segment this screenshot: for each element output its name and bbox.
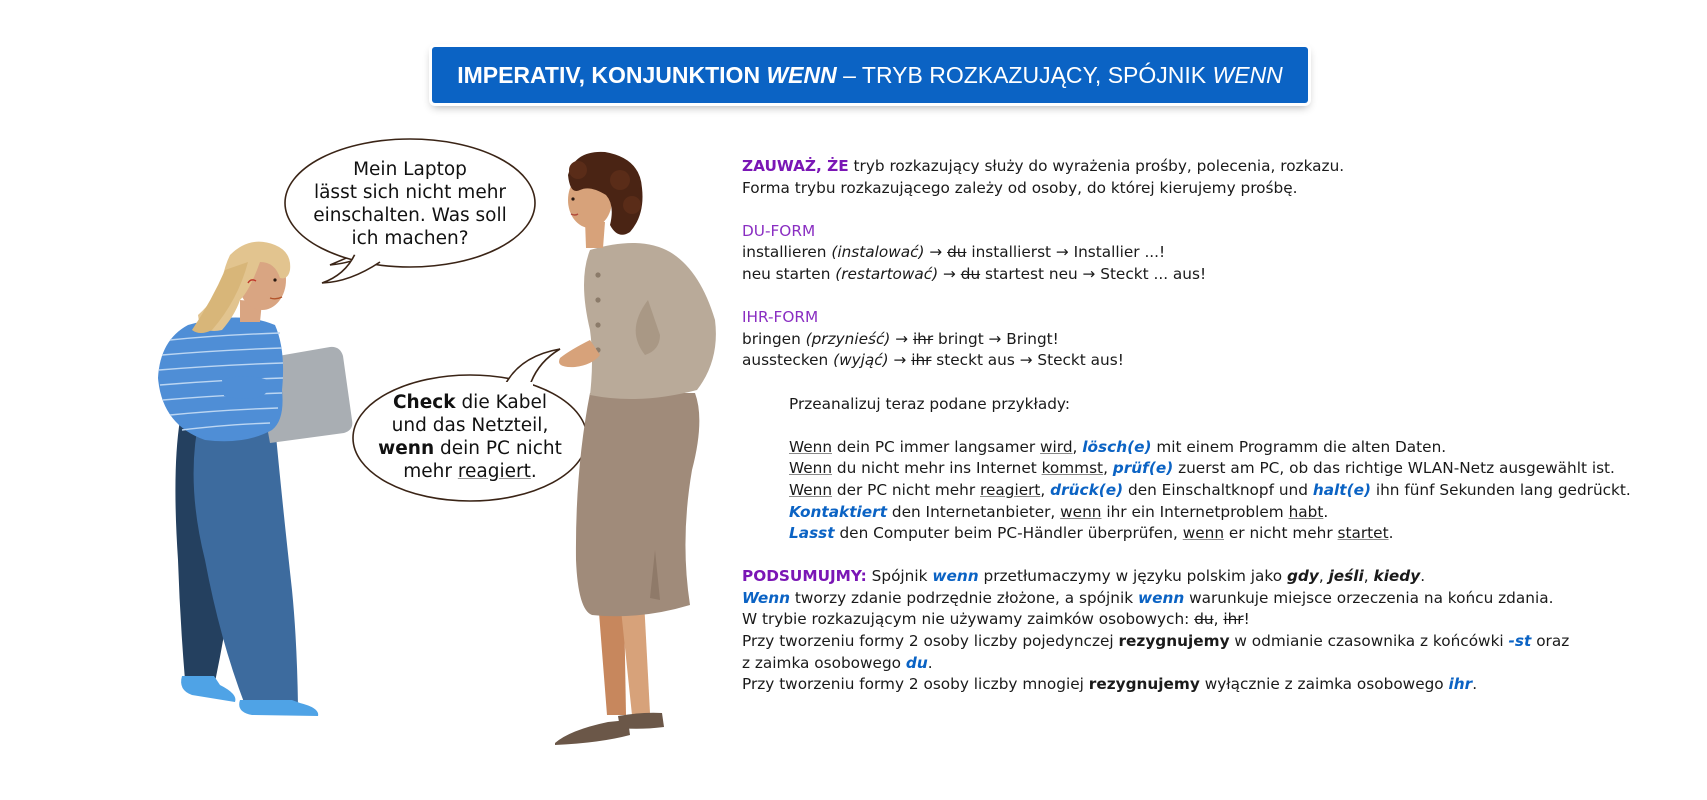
illustration: [140, 130, 740, 760]
girl-speech-text: [285, 158, 535, 250]
result: → Steckt aus!: [1014, 351, 1124, 370]
text: ,: [1103, 459, 1113, 478]
verb: ausstecken: [742, 351, 834, 370]
conj: wenn: [1060, 502, 1102, 521]
notice-line: [742, 156, 1682, 178]
notice-line: Forma trybu rozkazującego zależy od osoby, do której kierujemy prośbę.: [742, 178, 1298, 197]
summary-line: [742, 588, 1682, 610]
keyword: Wenn: [742, 588, 791, 607]
verb: startet: [1337, 524, 1389, 543]
title-part1: IMPERATIV, KONJUNKTION: [457, 61, 767, 88]
woman-speech-part: die Kabel: [455, 392, 547, 413]
translation: (wyjąć): [833, 351, 889, 370]
woman-speech-part: dein PC nicht: [434, 438, 562, 459]
du-form-row: [742, 264, 1682, 286]
keyword: jeśli: [1328, 567, 1364, 586]
ihr-form-row: [742, 329, 1682, 351]
arrow: →: [890, 329, 913, 348]
keyword: du: [905, 653, 928, 672]
imperative: halt(e): [1312, 480, 1371, 499]
summary-label: PODSUMUJMY:: [742, 567, 867, 586]
girl-speech-line: ich machen?: [351, 228, 469, 249]
text: den Einschaltknopf und: [1123, 480, 1313, 499]
translation: (instalować): [831, 243, 925, 262]
text: dein PC immer langsamer: [832, 437, 1041, 456]
text: warunkuje miejsce orzeczenia na końcu zdania.: [1184, 588, 1554, 607]
imperative: prüf(e): [1112, 459, 1174, 478]
keyword: rezygnujemy: [1118, 632, 1230, 651]
text: oraz: [1531, 632, 1570, 651]
text: z zaimka osobowego: [742, 653, 906, 672]
struck-pronoun: du: [1194, 610, 1214, 629]
text: ihr ein Internetproblem: [1101, 502, 1289, 521]
translation: (restartować): [835, 264, 939, 283]
text: .: [1420, 567, 1426, 586]
verb: installieren: [742, 243, 832, 262]
keyword: wenn: [1137, 588, 1185, 607]
imperative: lösch(e): [1082, 437, 1152, 456]
imperative: Lasst: [789, 524, 835, 543]
text: w odmianie czasownika z końcówki: [1229, 632, 1509, 651]
text: der PC nicht mehr: [832, 480, 981, 499]
keyword: kiedy: [1373, 567, 1421, 586]
text: den Computer beim PC-Händler überprüfen,: [834, 524, 1183, 543]
keyword: rezygnujemy: [1088, 675, 1200, 694]
girl-speech-line: Mein Laptop: [353, 159, 467, 180]
text: przetłumaczymy w języku polskim jako: [978, 567, 1287, 586]
woman-speech-underlined: reagiert: [457, 461, 531, 482]
text: den Internetanbieter,: [887, 502, 1061, 521]
woman-speech-part: .: [530, 461, 537, 482]
woman-speech-line: [350, 460, 590, 483]
struck-pronoun: du: [947, 243, 967, 262]
conjugated: steckt aus: [931, 351, 1015, 370]
text: Przy tworzeniu formy 2 osoby liczby mnogiej: [742, 675, 1089, 694]
woman-speech-bold: Check: [392, 392, 456, 413]
grammar-explanation: [742, 156, 1682, 696]
text: zuerst am PC, ob das richtige WLAN-Netz ausgewählt ist.: [1173, 459, 1615, 478]
text: ,: [1040, 480, 1051, 499]
verb: reagiert: [980, 480, 1041, 499]
analyze-prompt: Przeanalizuj teraz podane przykłady:: [789, 394, 1071, 413]
text: Przy tworzeniu formy 2 osoby liczby pojedynczej: [742, 632, 1119, 651]
example-sentence: [742, 480, 1682, 502]
verb: bringen: [742, 329, 806, 348]
conj: Wenn: [789, 480, 833, 499]
title-part3: – TRYB ROZKAZUJĄCY, SPÓJNIK: [836, 61, 1213, 88]
conjugated: installierst: [966, 243, 1052, 262]
text: ,: [1213, 610, 1224, 629]
woman-speech-text: [350, 391, 590, 483]
ihr-form-heading: IHR-FORM: [742, 308, 819, 327]
struck-pronoun: ihr: [912, 329, 934, 348]
example-sentence: [742, 502, 1682, 524]
text: ,: [1072, 437, 1083, 456]
translation: (przynieść): [805, 329, 891, 348]
page-title: [432, 47, 1308, 103]
summary-line: [742, 653, 1682, 675]
text: ,: [1363, 567, 1374, 586]
struck-pronoun: ihr: [911, 351, 932, 370]
text: .: [1472, 675, 1478, 694]
woman-speech-line: [350, 437, 590, 460]
conj: wenn: [1182, 524, 1225, 543]
keyword: gdy: [1286, 567, 1319, 586]
example-sentence: [742, 458, 1682, 480]
text: W trybie rozkazującym nie używamy zaimków osobowych:: [742, 610, 1195, 629]
text: !: [1243, 610, 1250, 629]
keyword: -st: [1508, 632, 1532, 651]
text: Spójnik: [866, 567, 933, 586]
verb: neu starten: [742, 264, 836, 283]
title-part4: WENN: [1212, 61, 1283, 88]
notice-text: tryb rozkazujący służy do wyrażenia prośby, polecenia, rozkazu.: [848, 157, 1345, 175]
conj: Wenn: [789, 459, 833, 478]
text: tworzy zdanie podrzędnie złożone, a spójnik: [790, 588, 1138, 607]
result: → Steckt ... aus!: [1077, 264, 1207, 283]
woman-speech-line: [350, 391, 590, 414]
example-sentence: [742, 523, 1682, 545]
girl-speech-line: einschalten. Was soll: [313, 205, 507, 226]
text: .: [1323, 502, 1329, 521]
girl-speech-line: lässt sich nicht mehr: [313, 182, 507, 203]
girl-character-icon: [158, 242, 352, 716]
summary-line: [742, 674, 1682, 696]
arrow: →: [888, 351, 912, 370]
notice-label: ZAUWAŻ, ŻE: [742, 157, 849, 175]
text: .: [927, 653, 933, 672]
verb: wird: [1040, 437, 1073, 456]
verb: kommst: [1041, 459, 1104, 478]
summary-line: [742, 631, 1682, 653]
summary-line: [742, 566, 1682, 588]
result: → Installier ...!: [1051, 243, 1166, 262]
ihr-form-row: [742, 350, 1682, 372]
keyword: ihr: [1448, 675, 1473, 694]
text: du nicht mehr ins Internet: [832, 459, 1042, 478]
summary-line: [742, 609, 1682, 631]
result: → Bringt!: [983, 329, 1059, 348]
woman-speech-bold: wenn: [378, 438, 435, 459]
du-form-row: [742, 242, 1682, 264]
text: .: [1388, 524, 1394, 543]
imperative: Kontaktiert: [789, 502, 888, 521]
conj: Wenn: [789, 437, 833, 456]
woman-speech-line: und das Netzteil,: [391, 415, 549, 436]
arrow: →: [938, 264, 961, 283]
text: ,: [1318, 567, 1329, 586]
conjugated: bringt: [933, 329, 984, 348]
title-part2: WENN: [766, 61, 837, 88]
imperative: drück(e): [1050, 480, 1124, 499]
text: wyłącznie z zaimka osobowego: [1199, 675, 1449, 694]
conjugated: startest neu: [980, 264, 1078, 283]
struck-pronoun: ihr: [1223, 610, 1244, 629]
struck-pronoun: du: [960, 264, 981, 283]
text: er nicht mehr: [1224, 524, 1338, 543]
verb: habt: [1288, 502, 1324, 521]
du-form-heading: DU-FORM: [742, 221, 816, 240]
text: ihn fünf Sekunden lang gedrückt.: [1370, 480, 1631, 499]
example-sentence: [742, 437, 1682, 459]
keyword: wenn: [932, 567, 979, 586]
text: mit einem Programm die alten Daten.: [1151, 437, 1447, 456]
arrow: →: [924, 243, 948, 262]
woman-speech-part: mehr: [403, 461, 458, 482]
